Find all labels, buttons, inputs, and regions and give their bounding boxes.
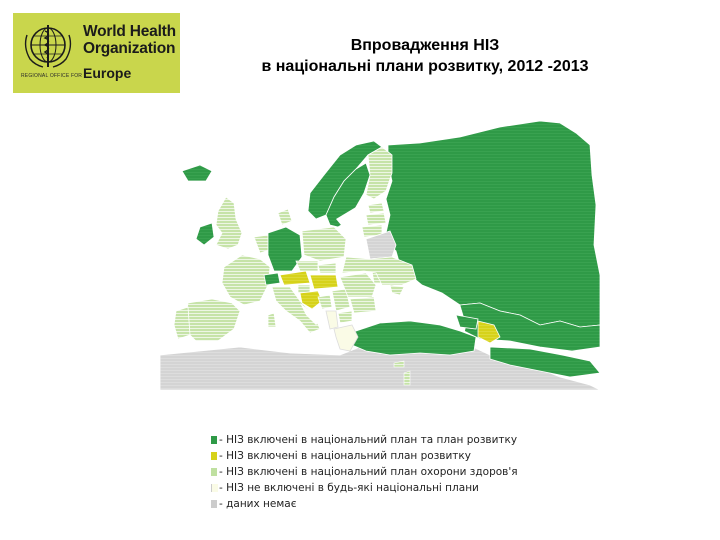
slide-title-line2: в національні плани розвитку, 2012 -2013 bbox=[261, 58, 589, 75]
logo-title-line2: Organization bbox=[83, 40, 176, 57]
legend-label: - НІЗ не включені в будь-які національні плани bbox=[219, 482, 479, 494]
blank-swatch-icon bbox=[211, 484, 218, 492]
country-france bbox=[222, 255, 270, 305]
who-europe-logo bbox=[13, 13, 180, 93]
legend-item-nap-and-dev-plan bbox=[210, 432, 570, 448]
dark-green-swatch-icon bbox=[211, 436, 217, 444]
who-emblem-icon bbox=[21, 21, 76, 69]
slide-title-line1: Впровадження НІЗ bbox=[350, 37, 500, 54]
country-denmark bbox=[278, 209, 292, 225]
country-germany bbox=[268, 227, 302, 271]
logo-europe-text: Europe bbox=[83, 65, 132, 81]
country-bulgaria bbox=[350, 297, 376, 313]
country-czech bbox=[296, 261, 318, 271]
country-greece bbox=[334, 325, 358, 351]
country-ireland bbox=[196, 223, 214, 245]
country-poland bbox=[302, 227, 346, 261]
logo-region-text: REGIONAL OFFICE FOR bbox=[21, 73, 83, 79]
legend-label: - НІЗ включені в національний план розвитку bbox=[219, 450, 471, 462]
country-montenegro-albania bbox=[326, 311, 338, 329]
light-green-swatch-icon bbox=[211, 468, 217, 476]
country-north-macedonia bbox=[338, 311, 352, 323]
country-switzerland bbox=[264, 273, 280, 285]
logo-title-line1: World Health bbox=[83, 23, 176, 40]
legend-item-not-included bbox=[210, 480, 570, 496]
legend-label: - НІЗ включені в національний план та план розвитку bbox=[219, 434, 518, 446]
country-uk bbox=[216, 197, 242, 249]
country-austria bbox=[280, 271, 310, 285]
country-portugal bbox=[174, 307, 190, 339]
country-latvia bbox=[366, 213, 386, 225]
legend-item-health-plan bbox=[210, 464, 570, 480]
yellow-swatch-icon bbox=[211, 452, 217, 460]
europe-map bbox=[160, 115, 600, 390]
country-bosnia bbox=[318, 295, 332, 309]
country-israel bbox=[404, 371, 410, 385]
country-slovakia bbox=[318, 263, 336, 273]
legend-label: - даних немає bbox=[219, 498, 297, 510]
country-hungary bbox=[310, 275, 338, 289]
legend-label: - НІЗ включені в національний план охорони здоров'я bbox=[219, 466, 518, 478]
legend-item-dev-plan bbox=[210, 448, 570, 464]
map-legend bbox=[210, 432, 570, 512]
gray-swatch-icon bbox=[211, 500, 217, 508]
country-estonia bbox=[368, 203, 384, 213]
country-finland bbox=[366, 147, 392, 199]
country-iceland bbox=[182, 165, 212, 181]
country-sardinia bbox=[268, 313, 276, 327]
country-spain bbox=[184, 299, 240, 341]
legend-item-no-data bbox=[210, 496, 570, 512]
